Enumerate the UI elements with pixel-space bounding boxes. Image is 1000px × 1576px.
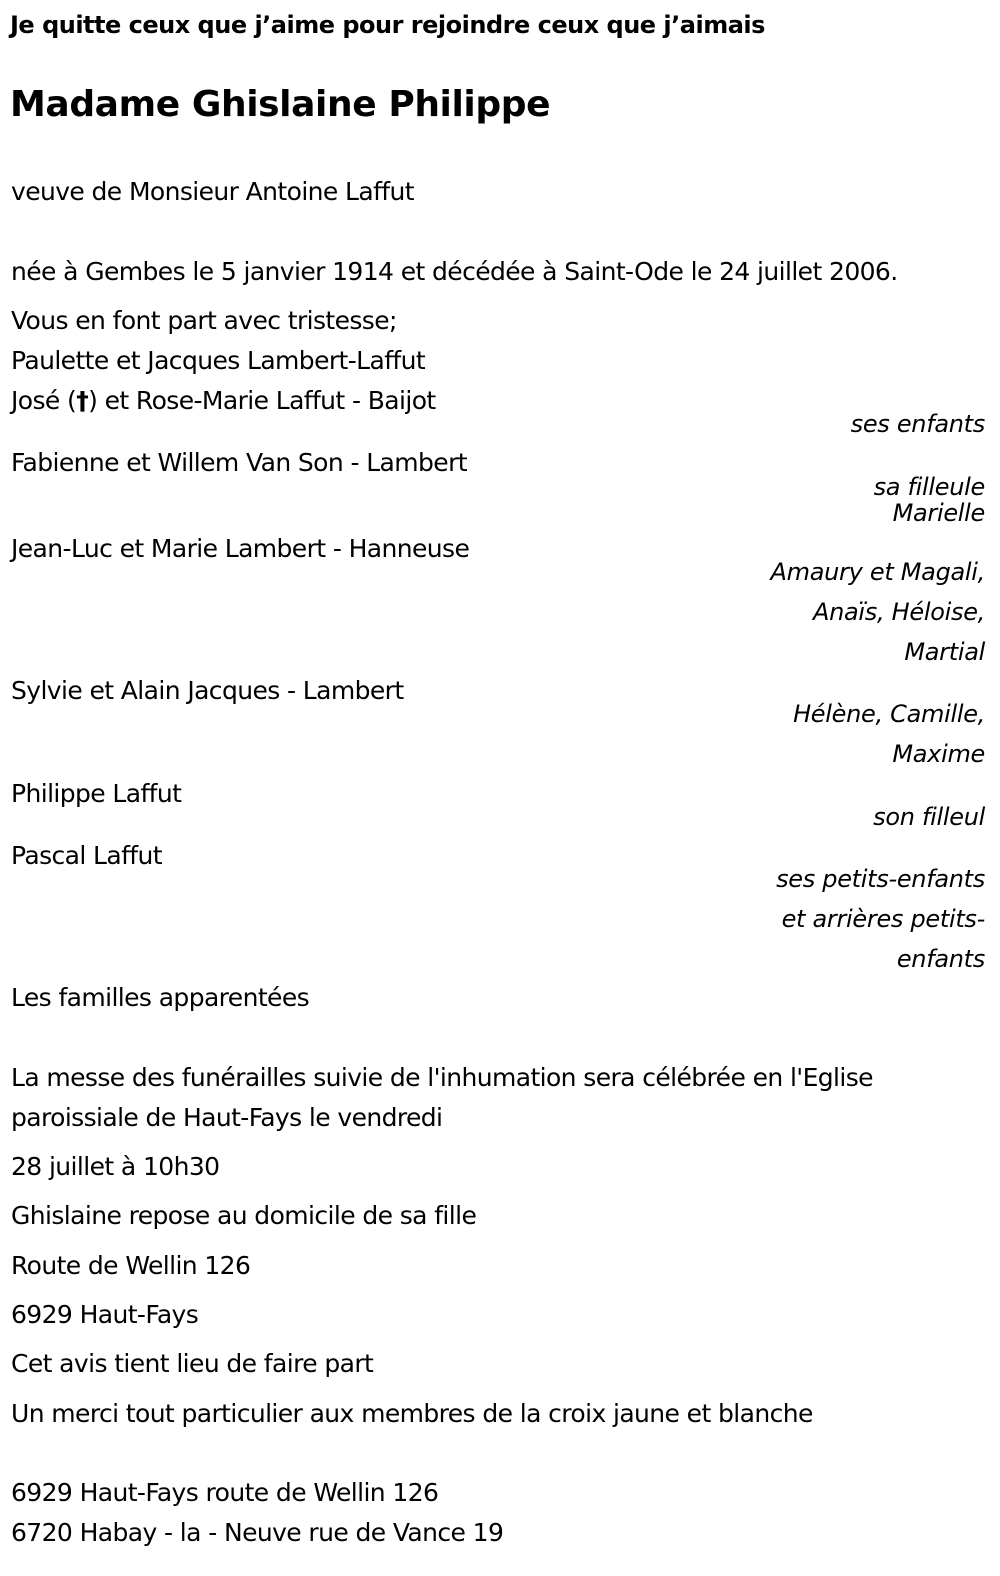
- family-member: José (†) et Rose-Marie Laffut - Baijot: [11, 386, 436, 415]
- funeral-mass-line2: paroissiale de Haut-Fays le vendredi: [11, 1103, 443, 1132]
- rests-at-city: 6929 Haut-Fays: [11, 1300, 199, 1329]
- relation-goddaughter: sa filleule Marielle: [873, 473, 985, 527]
- relation-grandchildren-group1: Amaury et Magali, Anaïs, Héloise, Martial: [770, 558, 985, 666]
- widow-of: veuve de Monsieur Antoine Laffut: [11, 177, 414, 206]
- family-member: Jean-Luc et Marie Lambert - Hanneuse: [11, 534, 470, 563]
- family-member: Paulette et Jacques Lambert-Laffut: [11, 346, 426, 375]
- address-line: 6720 Habay - la - Neuve rue de Vance 19: [11, 1518, 504, 1547]
- funeral-mass-line1: La messe des funérailles suivie de l'inhumation sera célébrée en l'Eglise: [11, 1063, 873, 1092]
- family-member: Pascal Laffut: [11, 841, 162, 870]
- rests-at-street: Route de Wellin 126: [11, 1251, 251, 1280]
- motto: Je quitte ceux que j’aime pour rejoindre ceux que j’aimais: [10, 11, 765, 39]
- relation-godson: son filleul: [873, 803, 985, 831]
- family-member: Fabienne et Willem Van Son - Lambert: [11, 448, 467, 477]
- notice-statement: Cet avis tient lieu de faire part: [11, 1349, 374, 1378]
- relation-children: ses enfants: [850, 410, 985, 438]
- address-line: 6929 Haut-Fays route de Wellin 126: [11, 1478, 439, 1507]
- relation-grandchildren-group2: Hélène, Camille, Maxime: [793, 700, 985, 768]
- family-member: Sylvie et Alain Jacques - Lambert: [11, 676, 404, 705]
- deceased-name: Madame Ghislaine Philippe: [10, 84, 551, 125]
- relation-grand-great-grandchildren: ses petits-enfants et arrières petits- enfants: [776, 865, 985, 973]
- birth-death: née à Gembes le 5 janvier 1914 et décédée à Saint-Ode le 24 juillet 2006.: [11, 257, 898, 286]
- related-families: Les familles apparentées: [11, 983, 310, 1012]
- family-member: Philippe Laffut: [11, 779, 182, 808]
- rests-at: Ghislaine repose au domicile de sa fille: [11, 1201, 477, 1230]
- funeral-date-time: 28 juillet à 10h30: [11, 1152, 220, 1181]
- cross-icon: †: [76, 386, 89, 415]
- thanks-statement: Un merci tout particulier aux membres de la croix jaune et blanche: [11, 1399, 813, 1428]
- announcement-intro: Vous en font part avec tristesse;: [11, 306, 397, 335]
